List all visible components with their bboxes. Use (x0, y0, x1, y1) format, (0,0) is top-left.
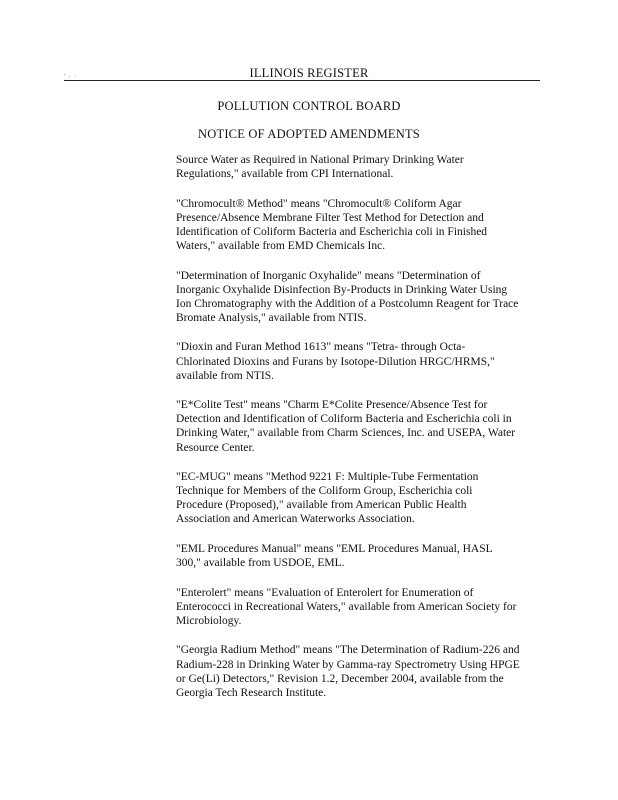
register-title: ILLINOIS REGISTER (249, 66, 369, 80)
notice-heading: NOTICE OF ADOPTED AMENDMENTS (198, 127, 420, 141)
definition-paragraph: "E*Colite Test" means "Charm E*Colite Presence/Absence Test for Detection and Identification of Coliform Bacteria and Escherichia coli in Drinking Water," available from Charm Sciences, Inc. and USEPA, Water Resource Center. (176, 399, 516, 454)
header-margin-marks: ' · · (64, 74, 78, 80)
definition-paragraph: "Chromocult® Method" means "Chromocult® Coliform Agar Presence/Absence Membrane Filter Test Method for Detection and Identification of Coliform Bacteria and Escherichia coli in Finished Waters," available from EMD Chemicals Inc. (176, 197, 488, 252)
definition-paragraph: "EML Procedures Manual" means "EML Procedures Manual, HASL 300," available from USDOE, EML. (176, 542, 493, 570)
definition-paragraph: "Enterolert" means "Evaluation of Enterolert for Enumeration of Enterococci in Recreational Waters," available from American Society for Microbiology. (176, 586, 517, 627)
definition-paragraph: "Georgia Radium Method" means "The Determination of Radium-226 and Radium-228 in Drinking Water by Gamma-ray Spectrometry Using HPGE or Ge(Li) Detectors," Revision 1.2, December 2004, available from the Georgia Tech Research Institute. (176, 644, 520, 699)
definition-paragraph: "EC-MUG" means "Method 9221 F: Multiple-Tube Fermentation Technique for Members of the Coliform Group, Escherichia coli Procedure (Proposed)," available from American Public Health Association and American Waterworks Association. (176, 471, 479, 526)
board-name: POLLUTION CONTROL BOARD (217, 99, 401, 113)
definitions-body (176, 153, 544, 715)
definition-paragraph: "Dioxin and Furan Method 1613" means "Tetra- through Octa- Chlorinated Dioxins and Furans by Isotope-Dilution HRGC/HRMS," available from NTIS. (176, 341, 495, 382)
definition-paragraph: "Determination of Inorganic Oxyhalide" means "Determination of Inorganic Oxyhalide Disinfection By-Products in Drinking Water Using Ion Chromatography with the Addition of a Postcolumn Reagent for Trace Bromate Analysis," available from NTIS. (176, 269, 519, 324)
definition-paragraph: Source Water as Required in National Primary Drinking Water Regulations," available from CPI International. (176, 154, 464, 181)
header-rule (64, 80, 540, 81)
